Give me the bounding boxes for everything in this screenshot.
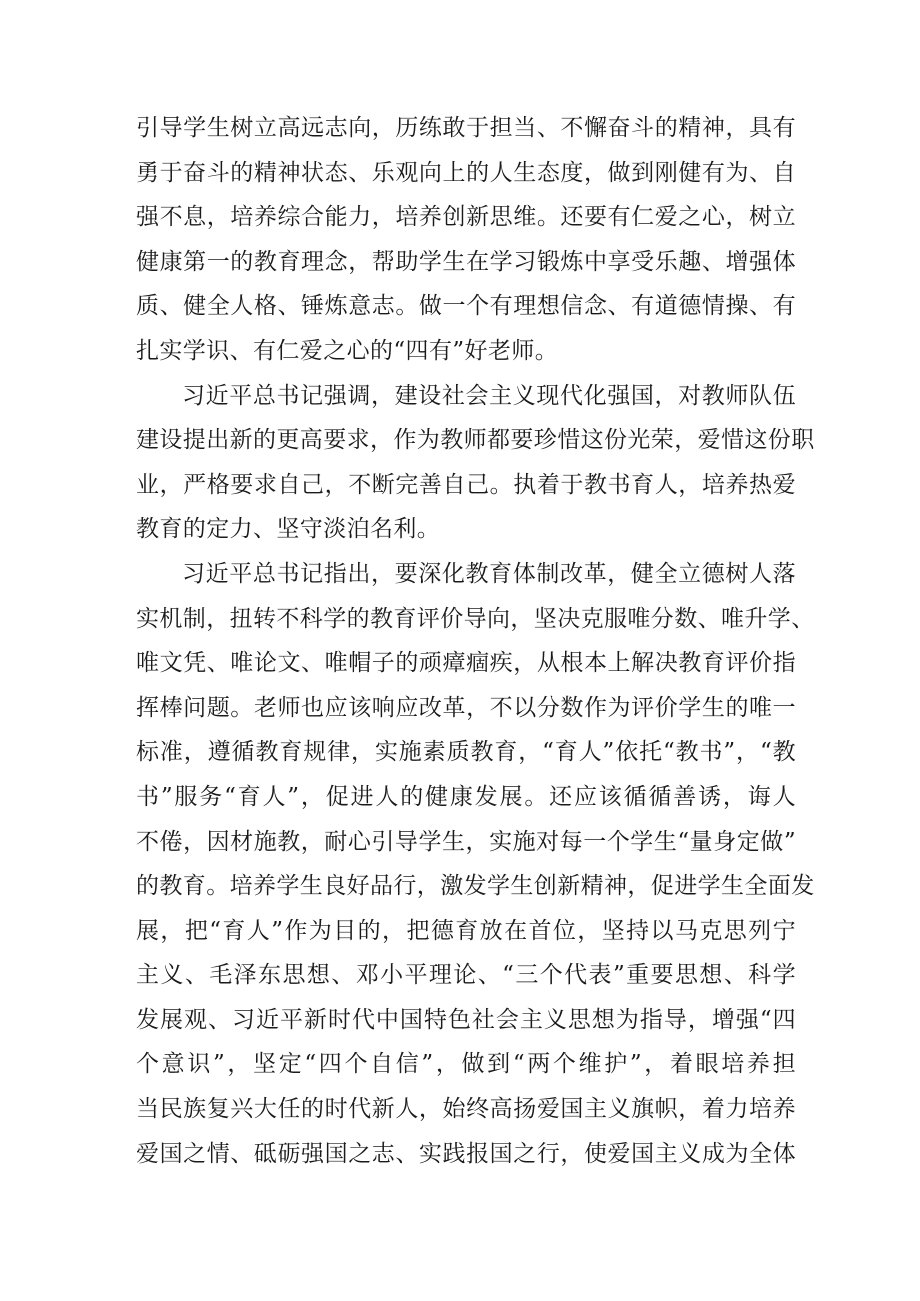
text-line: 健康第一的教育理念，帮助学生在学习锻炼中享受乐趣、增强体 (136, 248, 796, 275)
text-line: 展，把“育人”作为目的，把德育放在首位，坚持以马克思列宁 (136, 917, 796, 944)
text-line: 强不息，培养综合能力，培养创新思维。还要有仁爱之心，树立 (136, 204, 796, 231)
text-line: 的教育。培养学生良好品行，激发学生创新精神，促进学生全面发 (136, 873, 815, 900)
text-line: 不倦，因材施教，耐心引导学生，实施对每一个学生“量身定做” (136, 828, 796, 855)
text-line: 书”服务“育人”，促进人的健康发展。还应该循循善诱，诲人 (136, 783, 796, 810)
text-line: 个意识”，坚定“四个自信”，做到“两个维护”，着眼培养担 (136, 1051, 796, 1078)
text-line: 实机制，扭转不科学的教育评价导向，坚决克服唯分数、唯升学、 (136, 605, 815, 632)
text-line: 挥棒问题。老师也应该响应改革，不以分数作为评价学生的唯一 (136, 694, 796, 721)
paragraph-start-line: 习近平总书记强调，建设社会主义现代化强国，对教师队伍 (182, 382, 796, 409)
text-line: 当民族复兴大任的时代新人，始终高扬爱国主义旗帜，着力培养 (136, 1096, 796, 1123)
text-line: 建设提出新的更高要求，作为教师都要珍惜这份光荣，爱惜这份职 (136, 427, 815, 454)
text-line: 标准，遵循教育规律，实施素质教育，“育人”依托“教书”，“教 (136, 739, 796, 766)
text-line: 爱国之情、砥砺强国之志、实践报国之行，使爱国主义成为全体 (136, 1140, 796, 1167)
text-line: 业，严格要求自己，不断完善自己。执着于教书育人，培养热爱 (136, 471, 796, 498)
text-line: 勇于奋斗的精神状态、乐观向上的人生态度，做到刚健有为、自 (136, 159, 796, 186)
text-line: 扎实学识、有仁爱之心的“四有”好老师。 (136, 337, 559, 364)
text-line: 发展观、习近平新时代中国特色社会主义思想为指导，增强“四 (136, 1006, 796, 1033)
body-text (136, 106, 815, 1176)
text-line: 主义、毛泽东思想、邓小平理论、“三个代表”重要思想、科学 (136, 962, 796, 989)
text-line: 引导学生树立高远志向，历练敢于担当、不懈奋斗的精神，具有 (136, 115, 796, 141)
text-line: 唯文凭、唯论文、唯帽子的顽瘴痼疾，从根本上解决教育评价指 (136, 650, 796, 677)
paragraph-start-line: 习近平总书记指出，要深化教育体制改革，健全立德树人落 (182, 560, 796, 587)
text-line: 质、健全人格、锤炼意志。做一个有理想信念、有道德情操、有 (136, 293, 796, 320)
text-line: 教育的定力、坚守淡泊名利。 (136, 516, 441, 543)
